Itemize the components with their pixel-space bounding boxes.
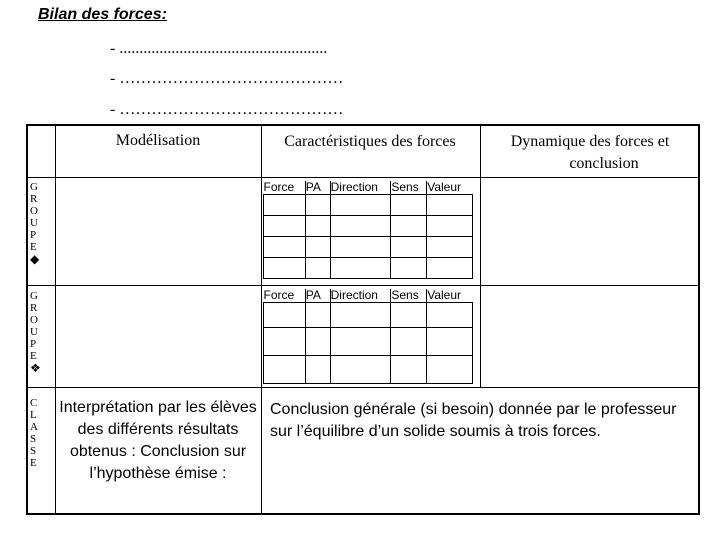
table-cell[interactable] bbox=[330, 216, 391, 237]
row-letter: P bbox=[30, 229, 37, 241]
conclusion-text: Conclusion générale (si besoin) donnée par le professeur sur l’équilibre d’un solide soumis à trois forces. bbox=[270, 401, 677, 440]
force-header: Force bbox=[264, 181, 306, 195]
table-divider bbox=[26, 387, 700, 388]
header-dynamique-line-1: Dynamique des forces et bbox=[510, 133, 670, 150]
row-letter: L bbox=[30, 409, 37, 421]
row-letter: R bbox=[30, 302, 38, 314]
table-cell[interactable] bbox=[305, 237, 330, 258]
table-cell[interactable] bbox=[305, 195, 330, 216]
table-cell[interactable] bbox=[330, 303, 391, 328]
force-header: Force bbox=[264, 289, 306, 303]
dot-line-2: - …………………………………… bbox=[110, 70, 344, 87]
table-divider bbox=[55, 124, 56, 515]
table-row bbox=[264, 258, 473, 279]
table-cell[interactable] bbox=[264, 237, 306, 258]
row-letter: G bbox=[30, 290, 38, 302]
row-letter: P bbox=[30, 338, 37, 350]
row-letter: U bbox=[30, 217, 38, 229]
diamond-icon: ◆ bbox=[30, 252, 40, 266]
table-row bbox=[264, 195, 473, 216]
row-letter: E bbox=[30, 350, 37, 362]
table-cell[interactable] bbox=[264, 328, 306, 356]
table-cell[interactable] bbox=[330, 328, 391, 356]
valeur-header: Valeur bbox=[427, 289, 473, 303]
table-cell[interactable] bbox=[264, 195, 306, 216]
table-cell[interactable] bbox=[330, 258, 391, 279]
table-cell[interactable] bbox=[427, 216, 473, 237]
row-letter: E bbox=[30, 457, 37, 469]
table-cell[interactable] bbox=[427, 356, 473, 384]
table-cell[interactable] bbox=[330, 237, 391, 258]
four-diamond-icon: ❖ bbox=[30, 361, 41, 375]
sens-header: Sens bbox=[391, 289, 427, 303]
table-divider bbox=[480, 124, 481, 387]
pa-header: PA bbox=[305, 289, 330, 303]
table-cell[interactable] bbox=[391, 328, 427, 356]
table-cell[interactable] bbox=[305, 328, 330, 356]
header-caracteristiques: Caractéristiques des forces bbox=[284, 133, 456, 150]
force-table-groupe-1 bbox=[263, 181, 473, 279]
table-divider bbox=[26, 285, 700, 286]
header-dynamique bbox=[482, 131, 698, 175]
row-label-groupe-2 bbox=[30, 290, 44, 374]
table-cell[interactable] bbox=[305, 303, 330, 328]
table-cell[interactable] bbox=[427, 303, 473, 328]
dot-line-3: - …………………………………… bbox=[110, 101, 344, 118]
valeur-header: Valeur bbox=[427, 181, 473, 195]
table-row bbox=[264, 303, 473, 328]
dot-line-1: - .................................................... bbox=[110, 40, 328, 57]
table-cell[interactable] bbox=[391, 216, 427, 237]
table-cell[interactable] bbox=[391, 356, 427, 384]
header-modelisation: Modélisation bbox=[115, 132, 201, 149]
table-cell[interactable] bbox=[391, 258, 427, 279]
row-letter: R bbox=[30, 193, 38, 205]
table-cell[interactable] bbox=[391, 303, 427, 328]
table-row bbox=[264, 237, 473, 258]
page-title: Bilan des forces: bbox=[38, 6, 167, 23]
table-cell[interactable] bbox=[305, 216, 330, 237]
table-cell[interactable] bbox=[305, 258, 330, 279]
table-cell[interactable] bbox=[427, 237, 473, 258]
table-divider bbox=[261, 124, 262, 515]
direction-header: Direction bbox=[330, 181, 391, 195]
interpretation-text: Interprétation par les élèves des différents résultats obtenus : Conclusion sur l’hypothèse émise : bbox=[59, 399, 257, 482]
row-letter: E bbox=[30, 241, 37, 253]
table-cell[interactable] bbox=[427, 328, 473, 356]
row-letter: A bbox=[30, 421, 38, 433]
table-cell[interactable] bbox=[305, 356, 330, 384]
table-row bbox=[264, 328, 473, 356]
table-cell[interactable] bbox=[330, 356, 391, 384]
table-row bbox=[264, 356, 473, 384]
row-letter: O bbox=[30, 314, 38, 326]
table-cell[interactable] bbox=[264, 216, 306, 237]
table-divider bbox=[26, 177, 700, 178]
pa-header: PA bbox=[305, 181, 330, 195]
sens-header: Sens bbox=[391, 181, 427, 195]
table-cell[interactable] bbox=[391, 195, 427, 216]
direction-header: Direction bbox=[330, 289, 391, 303]
row-label-groupe-1 bbox=[30, 181, 44, 265]
row-letter: G bbox=[30, 181, 38, 193]
table-cell[interactable] bbox=[427, 258, 473, 279]
row-letter: O bbox=[30, 205, 38, 217]
header-dynamique-line-2: conclusion bbox=[569, 155, 639, 172]
table-cell[interactable] bbox=[391, 237, 427, 258]
table-cell[interactable] bbox=[330, 195, 391, 216]
table-cell[interactable] bbox=[427, 195, 473, 216]
row-letter: U bbox=[30, 326, 38, 338]
table-row bbox=[264, 216, 473, 237]
table-cell[interactable] bbox=[264, 258, 306, 279]
force-table-groupe-2 bbox=[263, 289, 473, 384]
table-cell[interactable] bbox=[264, 356, 306, 384]
row-letter: S bbox=[30, 433, 37, 445]
row-letter: S bbox=[30, 445, 37, 457]
row-letter: C bbox=[30, 397, 38, 409]
table-cell[interactable] bbox=[264, 303, 306, 328]
row-label-classe bbox=[30, 397, 44, 469]
